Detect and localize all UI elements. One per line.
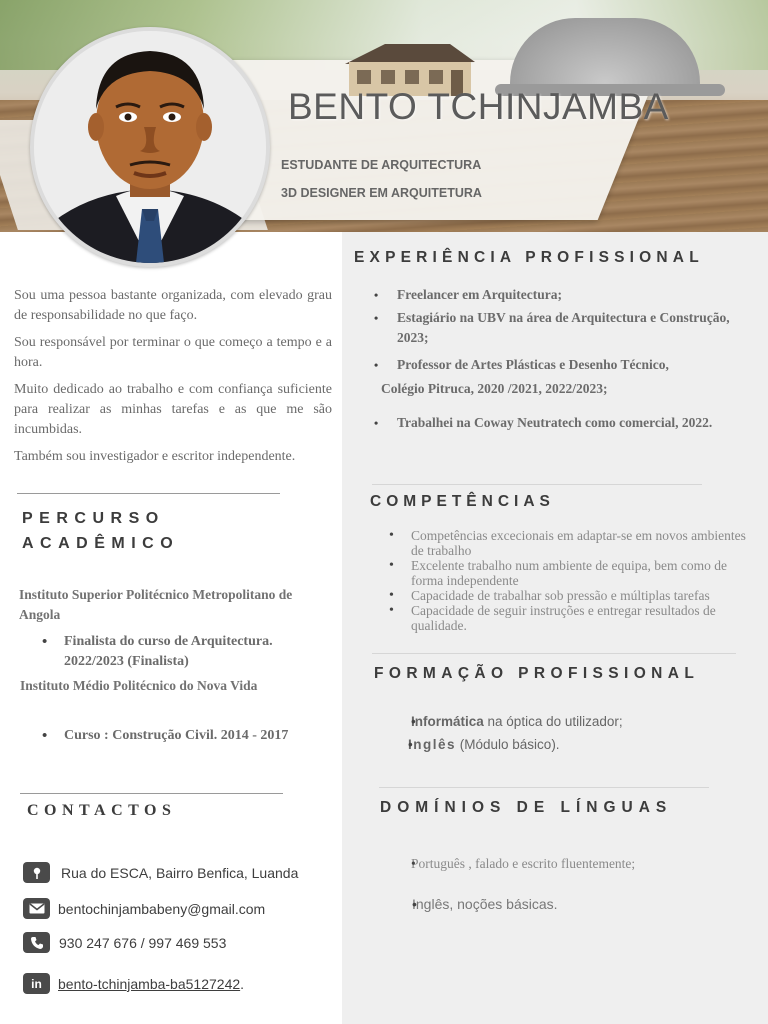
list-item: • Português , falado e escrito fluentemente; bbox=[388, 854, 748, 874]
address-text: Rua do ESCA, Bairro Benfica, Luanda bbox=[61, 864, 299, 881]
competencies-heading: COMPETÊNCIAS bbox=[370, 493, 555, 510]
location-pin-icon bbox=[23, 862, 50, 883]
list-item bbox=[382, 735, 742, 755]
training-item-text: na óptica do utilizador; bbox=[483, 714, 623, 729]
languages-list bbox=[388, 854, 748, 874]
divider bbox=[379, 787, 709, 788]
role-3d-designer: 3D DESIGNER EM ARQUITETURA bbox=[281, 186, 482, 200]
academic-heading-line: ACADÊMICO bbox=[22, 535, 180, 552]
divider bbox=[372, 653, 736, 654]
profile-photo bbox=[30, 27, 270, 267]
linkedin-suffix: . bbox=[240, 975, 245, 992]
portrait-illustration bbox=[34, 31, 266, 263]
academic-heading bbox=[22, 506, 179, 556]
training-list bbox=[382, 735, 742, 755]
experience-heading: EXPERIÊNCIA PROFISSIONAL bbox=[354, 249, 704, 266]
institution-name: Instituto Superior Politécnico Metropolitano de Angola bbox=[19, 587, 293, 622]
list-item bbox=[384, 712, 744, 732]
list-item: • Freelancer em Arquitectura; bbox=[372, 285, 757, 305]
experience-list bbox=[372, 355, 757, 375]
envelope-icon bbox=[23, 898, 50, 919]
languages-list bbox=[388, 894, 748, 914]
list-item: • Finalista do curso de Arquitectura. 2022/2023 (Finalista) bbox=[20, 632, 320, 672]
contact-linkedin bbox=[23, 973, 244, 994]
phone-icon bbox=[23, 932, 50, 953]
languages-heading: DOMÍNIOS DE LÍNGUAS bbox=[380, 799, 673, 816]
hard-hat-icon bbox=[510, 18, 700, 90]
training-item-bold: Informática bbox=[411, 714, 484, 729]
list-item: • Inglês, noções básicas. bbox=[388, 894, 748, 914]
contact-address bbox=[23, 862, 298, 883]
contact-email bbox=[23, 898, 265, 919]
list-item: • Capacidade de seguir instruções e entregar resultados de qualidade. bbox=[386, 603, 746, 633]
academic-heading-line: PERCURSO bbox=[22, 510, 165, 527]
contacts-heading: CONTACTOS bbox=[27, 802, 177, 819]
list-item: • Excelente trabalho num ambiente de equipa, bem como de forma independente bbox=[386, 558, 746, 588]
divider bbox=[17, 493, 280, 494]
list-item: • Trabalhei na Coway Neutratech como comercial, 2022. bbox=[372, 413, 757, 433]
training-heading: FORMAÇÃO PROFISSIONAL bbox=[374, 665, 700, 682]
experience-list bbox=[372, 413, 757, 433]
list-item: • Capacidade de trabalhar sob pressão e múltiplas tarefas bbox=[386, 588, 746, 603]
about-paragraph: Sou responsável por terminar o que começo a tempo e a hora. bbox=[14, 335, 332, 370]
linkedin-link[interactable]: bento-tchinjamba-ba5127242 bbox=[58, 975, 241, 992]
divider bbox=[372, 484, 702, 485]
phone-text: 930 247 676 / 997 469 553 bbox=[59, 934, 227, 951]
role-student: ESTUDANTE DE ARQUITECTURA bbox=[281, 158, 482, 172]
list-item: • Estagiário na UBV na área de Arquitectura e Construção, 2023; bbox=[372, 308, 757, 348]
academic-list bbox=[20, 726, 300, 746]
competencies-list bbox=[386, 528, 746, 633]
person-name: BENTO TCHINJAMBA bbox=[288, 86, 669, 127]
list-item: • Professor de Artes Plásticas e Desenho Técnico, bbox=[372, 355, 757, 375]
training-item-bold: Inglês bbox=[408, 737, 457, 752]
list-item: • Curso : Construção Civil. 2014 - 2017 bbox=[20, 726, 300, 746]
experience-item-continuation: Colégio Pitruca, 2020 /2021, 2022/2023; bbox=[381, 381, 608, 396]
academic-list bbox=[20, 632, 320, 672]
experience-list bbox=[372, 285, 757, 348]
linkedin-icon: in bbox=[23, 973, 50, 994]
institution-name: Instituto Médio Politécnico do Nova Vida bbox=[20, 678, 258, 693]
training-list bbox=[384, 712, 744, 732]
training-item-text: (Módulo básico). bbox=[456, 737, 560, 752]
list-item: • Competências excecionais em adaptar-se em novos ambientes de trabalho bbox=[386, 528, 746, 558]
about-paragraph: Muito dedicado ao trabalho e com confiança suficiente para realizar as minhas tarefas e as que me são incumbidas. bbox=[14, 382, 332, 437]
about-paragraph: Também sou investigador e escritor independente. bbox=[14, 449, 296, 464]
email-link[interactable]: bentochinjambabeny@gmail.com bbox=[58, 900, 266, 917]
contact-phone bbox=[23, 932, 226, 953]
about-paragraph: Sou uma pessoa bastante organizada, com elevado grau de responsabilidade no que faço. bbox=[14, 288, 332, 323]
divider bbox=[20, 793, 283, 794]
